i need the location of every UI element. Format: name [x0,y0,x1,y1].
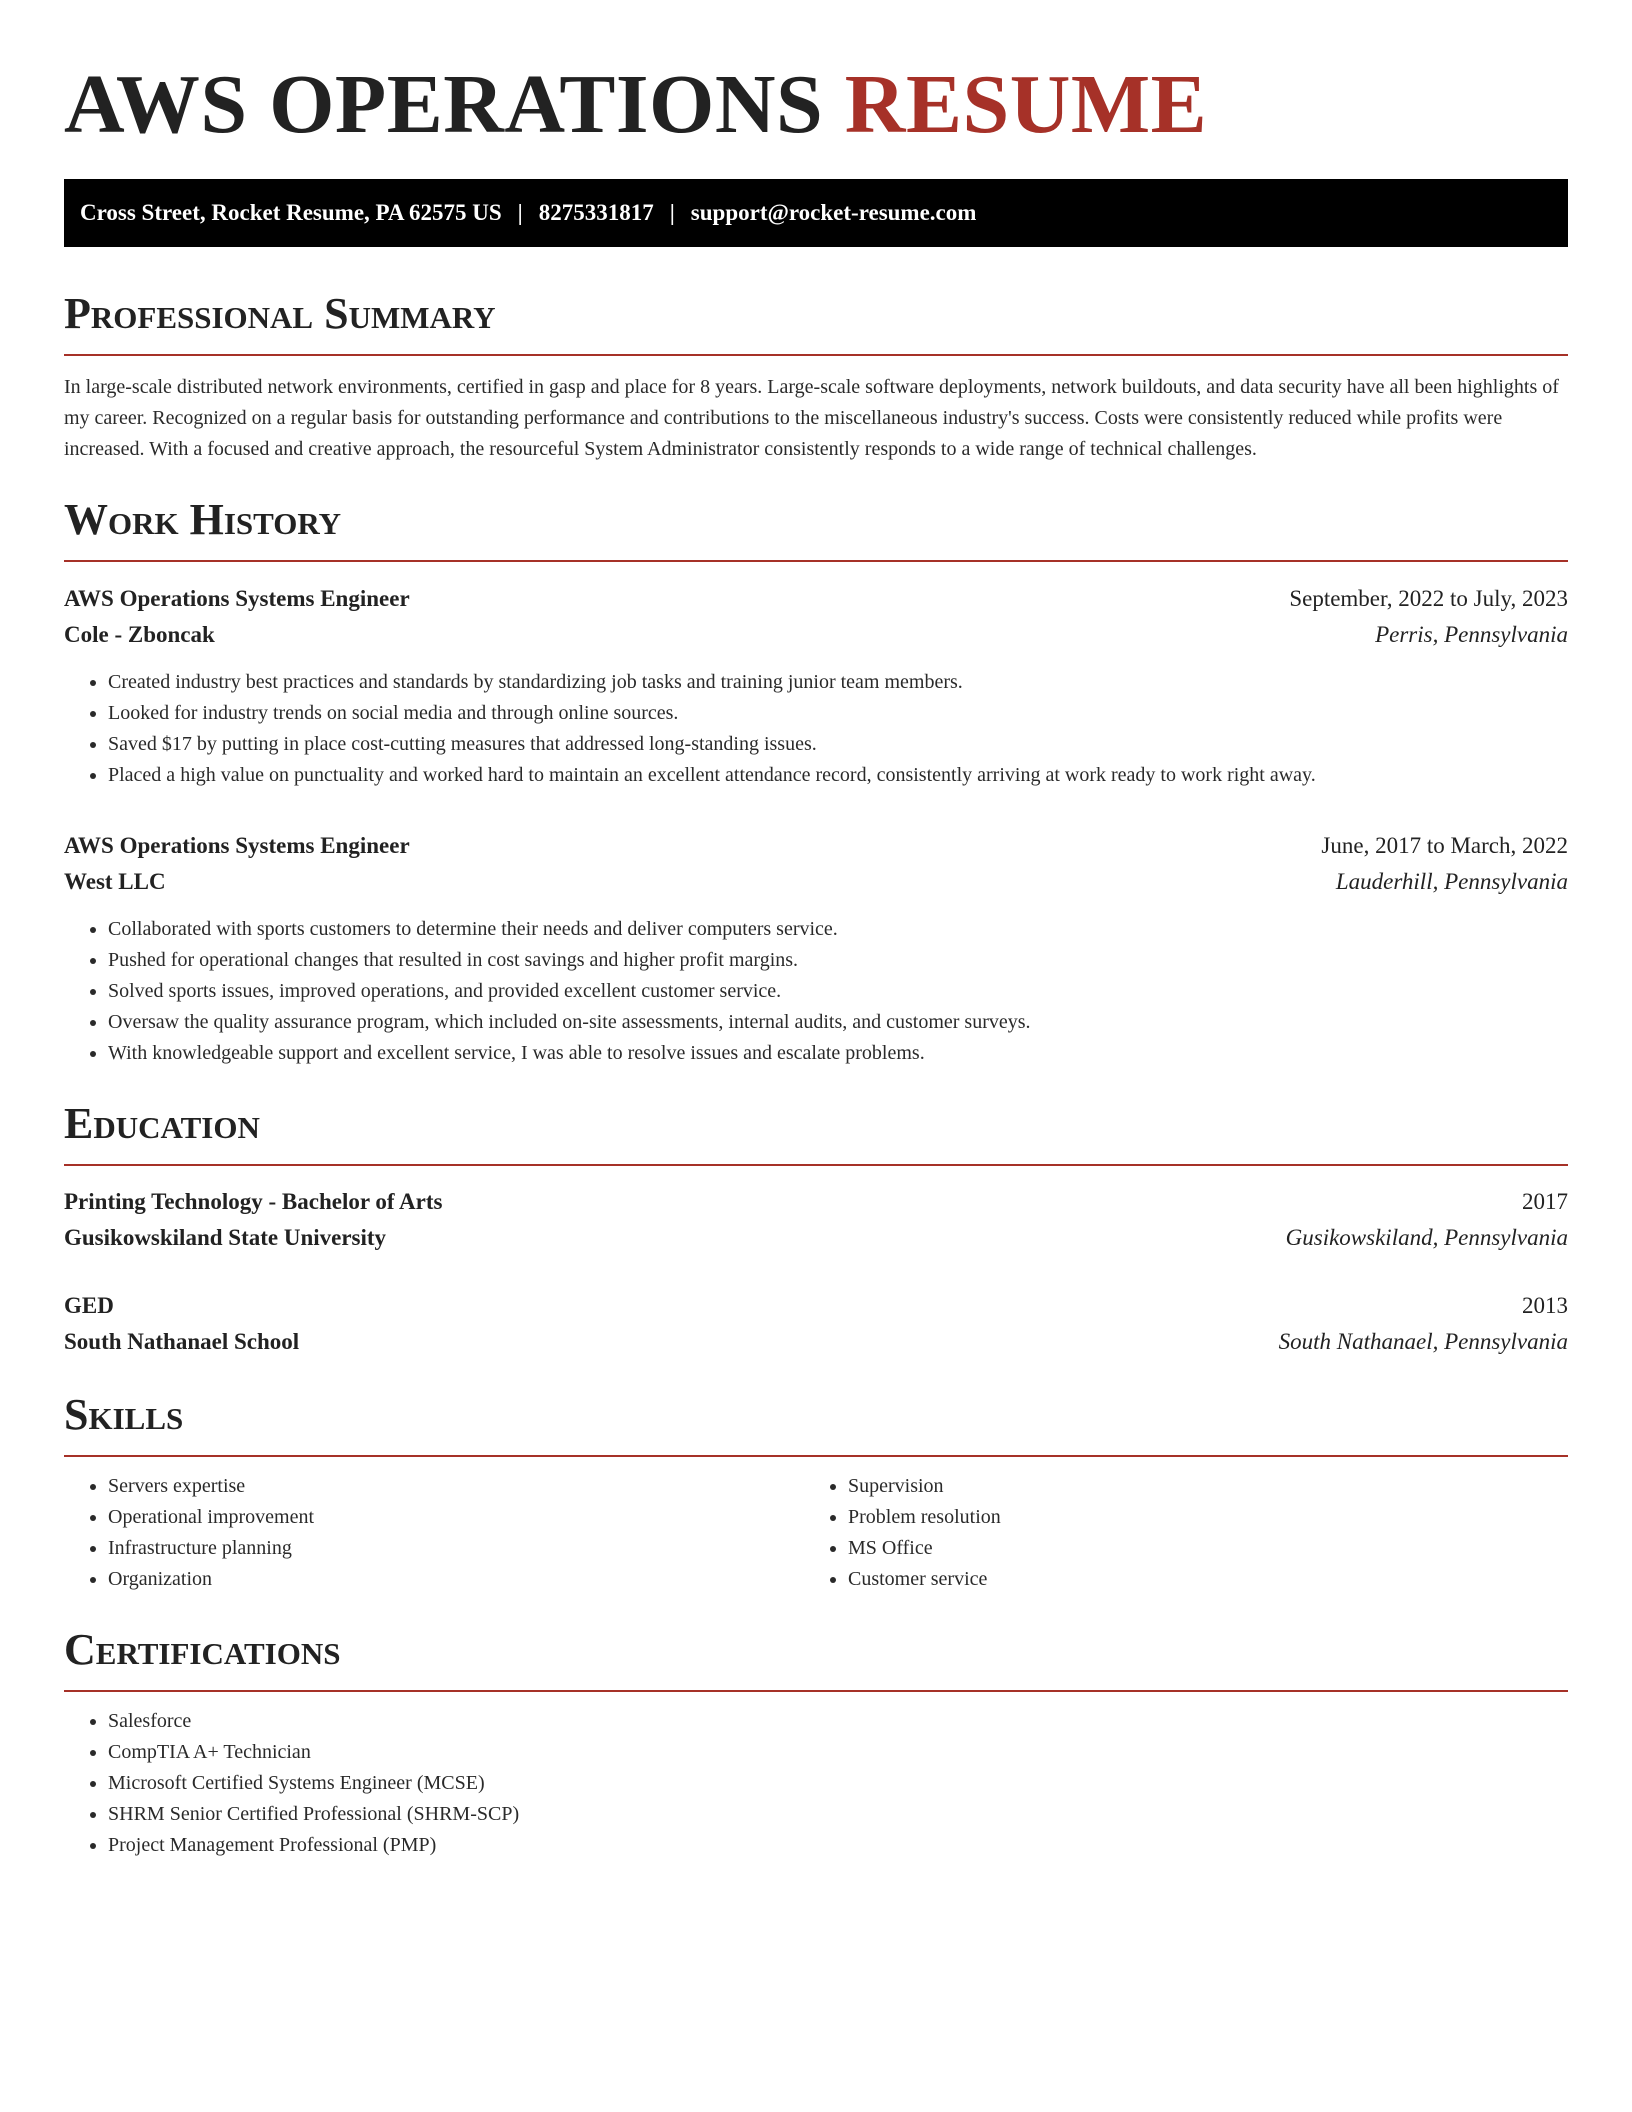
resume-title [64,56,1568,154]
job-dates: September, 2022 to July, 2023 [1289,586,1568,611]
job-bullet: • Collaborated with sports customers to determine their needs and deliver computers service. [108,914,1568,945]
summary-heading: Professional Summary [64,289,1568,356]
summary-text: In large-scale distributed network environments, certified in gasp and place for 8 years. Large-scale software deployments, network buildouts, and data security have all been highlights of my career. Recognized on a regular basis for outstanding performance and contributions to the miscellaneous industry's success. Costs were consistently reduced while profits were increased. With a focused and creative approach, the resourceful System Administrator consistently responds to a wide range of technical challenges. [64,376,1559,460]
education-degree: Printing Technology - Bachelor of Arts [64,1189,443,1214]
job-title: AWS Operations Systems Engineer [64,586,410,611]
education-heading: Education [64,1099,1568,1166]
job-bullet: • Placed a high value on punctuality and worked hard to maintain an excellent attendance record, consistently arriving at work ready to work right away. [108,760,1568,791]
education-entry [64,1288,1568,1360]
summary-section [64,289,1568,465]
certification-item: • CompTIA A+ Technician [108,1737,1568,1768]
contact-separator: | [669,200,675,225]
job-bullet: • Solved sports issues, improved operations, and provided excellent customer service. [108,976,1568,1007]
certifications-heading: Certifications [64,1625,1568,1692]
certification-item: • Microsoft Certified Systems Engineer (MCSE) [108,1768,1568,1799]
skill-item: • MS Office [848,1533,1001,1564]
job-bullets [64,667,1568,791]
skill-item: • Organization [108,1564,804,1595]
education-location: South Nathanael, Pennsylvania [1278,1329,1568,1354]
job-dates: June, 2017 to March, 2022 [1321,833,1568,858]
skill-item: • Infrastructure planning [108,1533,804,1564]
job-location: Perris, Pennsylvania [1375,622,1568,647]
job-bullet: • Created industry best practices and standards by standardizing job tasks and training junior team members. [108,667,1568,698]
skill-item: • Customer service [848,1564,1001,1595]
education-school: South Nathanael School [64,1329,300,1354]
job-title: AWS Operations Systems Engineer [64,833,410,858]
skill-item: • Operational improvement [108,1502,804,1533]
skills-list-right [804,1471,1001,1595]
contact-separator: | [517,200,523,225]
education-location: Gusikowskiland, Pennsylvania [1285,1225,1568,1250]
job-bullet: • Saved $17 by putting in place cost-cutting measures that addressed long-standing issues. [108,729,1568,760]
job-bullet: • With knowledgeable support and excellent service, I was able to resolve issues and escalate problems. [108,1038,1568,1069]
certification-item: • Salesforce [108,1706,1568,1737]
contact-bar [64,179,1568,247]
education-degree: GED [64,1293,114,1318]
skill-item: • Supervision [848,1471,1001,1502]
job-location: Lauderhill, Pennsylvania [1335,869,1568,894]
contact-address: Cross Street, Rocket Resume, PA 62575 US [80,200,502,225]
education-school: Gusikowskiland State University [64,1225,387,1250]
job-company: Cole - Zboncak [64,622,215,647]
certifications-section [64,1625,1568,1861]
certification-item: • Project Management Professional (PMP) [108,1830,1568,1861]
job-bullet: • Looked for industry trends on social media and through online sources. [108,698,1568,729]
education-entry [64,1184,1568,1256]
job-bullet: • Oversaw the quality assurance program, which included on-site assessments, internal audits, and customer surveys. [108,1007,1568,1038]
resume-page [64,0,1568,1861]
job-entry [64,828,1568,1069]
education-year: 2017 [1522,1189,1568,1214]
skill-item: • Problem resolution [848,1502,1001,1533]
title-accent: RESUME [844,58,1208,151]
education-year: 2013 [1522,1293,1568,1318]
job-entry [64,581,1568,791]
certification-item: • SHRM Senior Certified Professional (SHRM-SCP) [108,1799,1568,1830]
job-bullets [64,914,1568,1069]
skill-item: • Servers expertise [108,1471,804,1502]
job-bullet: • Pushed for operational changes that resulted in cost savings and higher profit margins. [108,945,1568,976]
certifications-list [64,1706,1568,1861]
skills-heading: Skills [64,1390,1568,1457]
education-section [64,1099,1568,1360]
title-main: AWS OPERATIONS [64,58,824,151]
work-history-heading: Work History [64,495,1568,562]
skills-list-left [64,1471,804,1595]
skills-columns [64,1471,1568,1595]
skills-section [64,1390,1568,1595]
contact-email[interactable]: support@rocket-resume.com [690,200,977,225]
work-history-section [64,495,1568,1069]
contact-phone[interactable]: 8275331817 [538,200,654,225]
job-company: West LLC [64,869,166,894]
